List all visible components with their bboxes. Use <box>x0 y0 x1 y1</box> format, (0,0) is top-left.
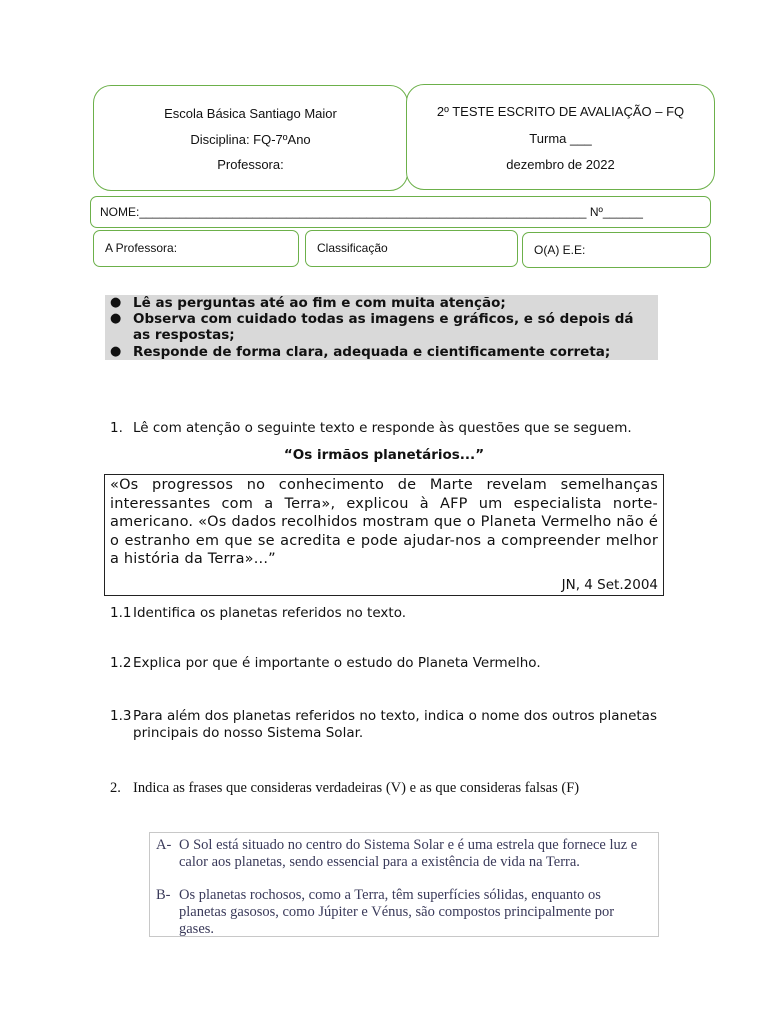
teacher-signature-label: A Professora: <box>105 241 178 255</box>
guardian-signature-box[interactable] <box>522 232 711 268</box>
question-1-1-number: 1.1 <box>110 605 132 621</box>
bullet-icon: ● <box>110 295 122 310</box>
school-info-box <box>93 85 408 191</box>
question-1-3-text: Para além dos planetas referidos no texto, indica o nome dos outros planetas principais do nosso Sistema Solar. <box>133 708 657 741</box>
instruction-text: Observa com cuidado todas as imagens e gráficos, e só depois dá as respostas; <box>133 311 634 343</box>
test-title: 2º TESTE ESCRITO DE AVALIAÇÃO – FQ <box>436 104 685 119</box>
teacher-label: Professora: <box>217 157 284 172</box>
guardian-signature-label: O(A) E.E: <box>534 243 586 257</box>
quote-title: “Os irmãos planetários...” <box>283 447 485 463</box>
question-2-text: Indica as frases que consideras verdadeiras (V) e as que consideras falsas (F) <box>133 780 580 796</box>
quote-source: JN, 4 Set.2004 <box>561 577 658 593</box>
student-name-field[interactable]: NOME:___________________________________________________________________ Nº______ <box>100 205 643 219</box>
bullet-icon: ● <box>110 344 122 359</box>
question-1-2-text: Explica por que é importante o estudo do Planeta Vermelho. <box>133 655 541 671</box>
grade-box[interactable] <box>305 230 518 267</box>
statement-a-text: O Sol está situado no centro do Sistema Solar e é uma estrela que fornece luz e calor aos planetas, sendo essencial para a existência de vida na Terra. <box>179 837 638 870</box>
question-1-text: Lê com atenção o seguinte texto e responde às questões que se seguem. <box>133 420 632 436</box>
instruction-text: Responde de forma clara, adequada e cientificamente correta; <box>133 344 611 360</box>
statement-a-letter: A- <box>156 837 172 853</box>
grade-label: Classificação <box>317 241 388 255</box>
school-name: Escola Básica Santiago Maior <box>164 106 337 121</box>
subject-label: Disciplina: FQ-7ºAno <box>190 132 311 147</box>
bullet-icon: ● <box>110 311 122 326</box>
statement-b-text: Os planetas rochosos, como a Terra, têm superfícies sólidas, enquanto os planetas gasosos, como Júpiter e Vénus, são compostos principalmente por gases. <box>179 887 615 937</box>
student-name-box[interactable] <box>90 196 711 228</box>
statement-b-letter: B- <box>156 887 171 903</box>
question-2-number: 2. <box>110 780 121 796</box>
instructions-block <box>105 295 658 360</box>
instruction-text: Lê as perguntas até ao fim e com muita atenção; <box>133 295 506 311</box>
question-1-1-text: Identifica os planetas referidos no texto. <box>133 605 407 621</box>
quote-body: «Os progressos no conhecimento de Marte revelam semelhanças interessantes com a Terra», explicou à AFP um especialista norte-americano. «Os dados recolhidos mostram que o Planeta Vermelho não é o estranho em que se acredita e pode ajudar-nos a compreender melhor a história da Terra»...” <box>110 477 658 567</box>
teacher-signature-box[interactable] <box>93 230 299 267</box>
question-1-3-number: 1.3 <box>110 708 132 724</box>
test-date: dezembro de 2022 <box>506 157 615 172</box>
true-false-box <box>149 832 659 937</box>
class-label: Turma ___ <box>529 131 592 146</box>
test-info-box <box>406 84 715 190</box>
question-1-2-number: 1.2 <box>110 655 132 671</box>
quote-box <box>104 474 664 596</box>
question-1-number: 1. <box>110 420 123 436</box>
